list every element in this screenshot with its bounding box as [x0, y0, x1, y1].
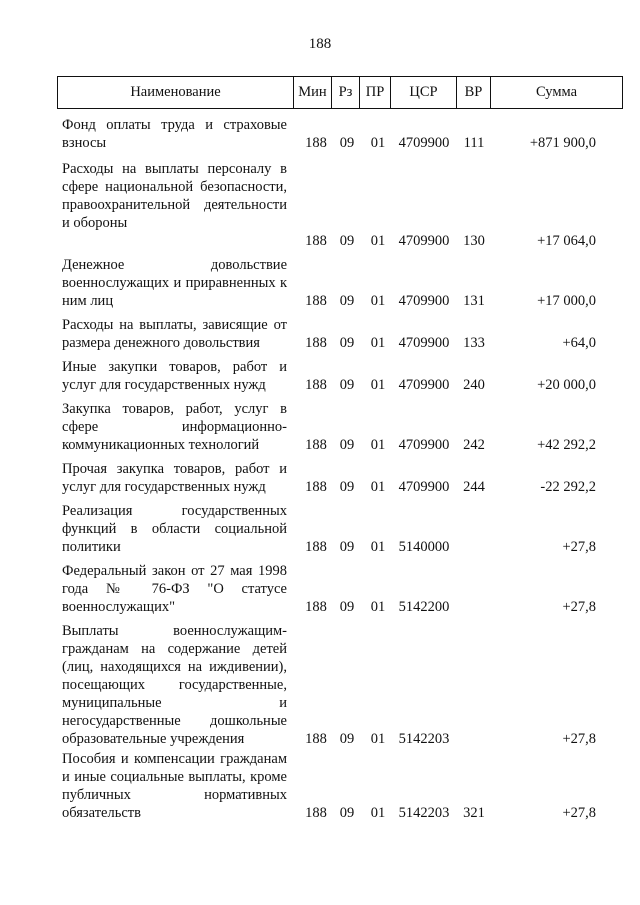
row-name: Иные закупки товаров, работ и услуг для государственных нужд	[62, 359, 287, 393]
row-sum: +64,0	[562, 335, 596, 351]
table-row	[0, 562, 640, 622]
row-sum: +871 900,0	[529, 135, 596, 151]
row-pr: 01	[370, 335, 386, 351]
row-sum: -22 292,2	[540, 479, 596, 495]
row-sum: +17 064,0	[537, 233, 596, 249]
row-min: 188	[305, 437, 327, 453]
table-row	[0, 256, 640, 316]
table-row	[0, 502, 640, 562]
row-rz: 09	[339, 539, 355, 555]
row-csr: 5140000	[398, 539, 450, 555]
row-csr: 4709900	[398, 335, 450, 351]
row-name: Федеральный закон от 27 мая 1998 года № 76-ФЗ "О статусе военнослужащих"	[62, 563, 287, 615]
row-vr: 240	[463, 377, 485, 393]
row-rz: 09	[339, 377, 355, 393]
row-rz: 09	[339, 135, 355, 151]
table-body	[0, 116, 640, 824]
row-min: 188	[305, 805, 327, 821]
table-row	[0, 316, 640, 358]
row-sum: +42 292,2	[537, 437, 596, 453]
row-name: Прочая закупка товаров, работ и услуг для государственных нужд	[62, 461, 287, 495]
row-csr: 4709900	[398, 437, 450, 453]
row-sum: +27,8	[562, 805, 596, 821]
row-min: 188	[305, 377, 327, 393]
row-min: 188	[305, 135, 327, 151]
row-pr: 01	[370, 377, 386, 393]
page-number: 188	[308, 36, 332, 52]
row-min: 188	[305, 731, 327, 747]
row-vr: 321	[463, 805, 485, 821]
row-name: Реализация государственных функций в области социальной политики	[62, 503, 287, 555]
row-min: 188	[305, 293, 327, 309]
row-pr: 01	[370, 293, 386, 309]
header-name: Наименование	[58, 77, 294, 108]
header-csr: ЦСР	[391, 77, 457, 108]
row-csr: 5142203	[398, 731, 450, 747]
header-rz: Рз	[332, 77, 360, 108]
row-sum: +27,8	[562, 539, 596, 555]
row-min: 188	[305, 479, 327, 495]
row-sum: +27,8	[562, 731, 596, 747]
row-pr: 01	[370, 135, 386, 151]
row-sum: +17 000,0	[537, 293, 596, 309]
row-pr: 01	[370, 539, 386, 555]
table-row	[0, 460, 640, 502]
row-pr: 01	[370, 805, 386, 821]
row-csr: 5142203	[398, 805, 450, 821]
row-csr: 4709900	[398, 293, 450, 309]
table-row	[0, 400, 640, 460]
header-min: Мин	[294, 77, 332, 108]
table-row	[0, 116, 640, 160]
row-rz: 09	[339, 599, 355, 615]
row-csr: 4709900	[398, 135, 450, 151]
row-vr: 133	[463, 335, 485, 351]
row-rz: 09	[339, 233, 355, 249]
row-name: Денежное довольствие военнослужащих и приравненных к ним лиц	[62, 257, 287, 309]
header-sum: Сумма	[535, 84, 578, 100]
row-name: Фонд оплаты труда и страховые взносы	[62, 117, 287, 151]
table-header	[57, 76, 623, 109]
row-min: 188	[305, 599, 327, 615]
row-csr: 4709900	[398, 233, 450, 249]
table-row	[0, 622, 640, 750]
row-sum: +27,8	[562, 599, 596, 615]
row-min: 188	[305, 539, 327, 555]
row-rz: 09	[339, 479, 355, 495]
row-pr: 01	[370, 479, 386, 495]
row-vr: 242	[463, 437, 485, 453]
row-min: 188	[305, 335, 327, 351]
row-rz: 09	[339, 293, 355, 309]
row-csr: 4709900	[398, 377, 450, 393]
row-rz: 09	[339, 437, 355, 453]
header-vr: ВР	[457, 77, 491, 108]
row-pr: 01	[370, 599, 386, 615]
row-pr: 01	[370, 233, 386, 249]
row-rz: 09	[339, 335, 355, 351]
row-csr: 5142200	[398, 599, 450, 615]
table-row	[0, 750, 640, 824]
row-rz: 09	[339, 805, 355, 821]
table-row	[0, 160, 640, 256]
row-name: Закупка товаров, работ, услуг в сфере информационно-коммуникационных технологий	[62, 401, 287, 453]
row-vr: 131	[463, 293, 485, 309]
header-pr: ПР	[360, 77, 391, 108]
row-csr: 4709900	[398, 479, 450, 495]
row-vr: 111	[463, 135, 485, 151]
row-min: 188	[305, 233, 327, 249]
row-pr: 01	[370, 437, 386, 453]
row-vr: 244	[463, 479, 485, 495]
row-rz: 09	[339, 731, 355, 747]
row-name: Выплаты военнослужащим-гражданам на содержание детей (лиц, находящихся на иждивении), посещающих государственные, муниципальные и негосударственные дошкольные образовательные учреждения	[62, 623, 287, 747]
row-sum: +20 000,0	[537, 377, 596, 393]
row-name: Расходы на выплаты, зависящие от размера денежного довольствия	[62, 317, 287, 351]
table-row	[0, 358, 640, 400]
row-name: Пособия и компенсации гражданам и иные социальные выплаты, кроме публичных нормативных обязательств	[62, 751, 287, 821]
row-pr: 01	[370, 731, 386, 747]
row-vr: 130	[463, 233, 485, 249]
row-name: Расходы на выплаты персоналу в сфере национальной безопасности, правоохранительной деятельности и обороны	[62, 161, 287, 231]
